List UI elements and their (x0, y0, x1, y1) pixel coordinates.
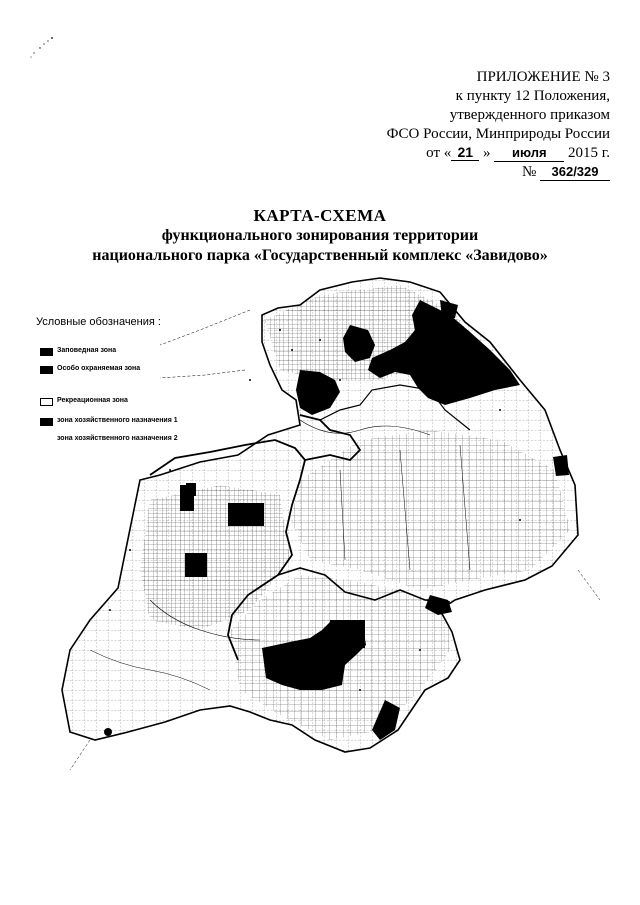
order-number: 362/329 (540, 164, 610, 181)
map-subtitle-2: национального парка «Государственный комплекс «Завидово» (92, 247, 548, 264)
legend-heading: Условные обозначения : (36, 316, 161, 328)
legend-label-economic-1: зона хозяйственного назначения 1 (57, 417, 178, 424)
appendix-approved: утвержденного приказом (449, 107, 610, 123)
legend-swatch-zapovednaya (40, 348, 53, 356)
number-prefix: № (521, 164, 537, 180)
scan-speckle (28, 34, 58, 60)
date-year: 2015 г. (568, 145, 610, 161)
map-subtitle-1: функционального зонирования территории (161, 227, 479, 244)
appendix-clause: к пункту 12 Положения, (455, 88, 610, 104)
legend-item-economic-2 (36, 434, 256, 446)
legend-label-osobo: Особо охраняемая зона (57, 365, 141, 372)
legend-swatch-recreation (40, 398, 53, 406)
appendix-authorities: ФСО России, Минприроды России (386, 126, 610, 142)
legend-label-recreation: Рекреационная зона (57, 397, 128, 404)
date-day: 21 (451, 144, 479, 161)
legend-item-economic-1 (36, 416, 256, 428)
map-legend (36, 316, 256, 446)
appendix-title: ПРИЛОЖЕНИЕ № 3 (476, 69, 610, 85)
legend-item-zapovednaya (36, 346, 256, 358)
date-prefix: от « (426, 145, 452, 161)
map-title: КАРТА-СХЕМА (253, 206, 387, 225)
legend-swatch-osobo (40, 366, 53, 374)
date-mid: » (483, 145, 491, 161)
legend-label-zapovednaya: Заповедная зона (57, 347, 117, 354)
legend-swatch-economic-1 (40, 418, 53, 426)
appendix-number (360, 163, 610, 182)
date-month: июля (494, 145, 564, 162)
legend-item-osobo (36, 364, 256, 376)
map-title-block (0, 206, 640, 266)
legend-label-economic-2: зона хозяйственного назначения 2 (57, 435, 178, 442)
legend-item-recreation (36, 396, 256, 408)
appendix-block (360, 68, 610, 182)
appendix-date (360, 144, 610, 163)
